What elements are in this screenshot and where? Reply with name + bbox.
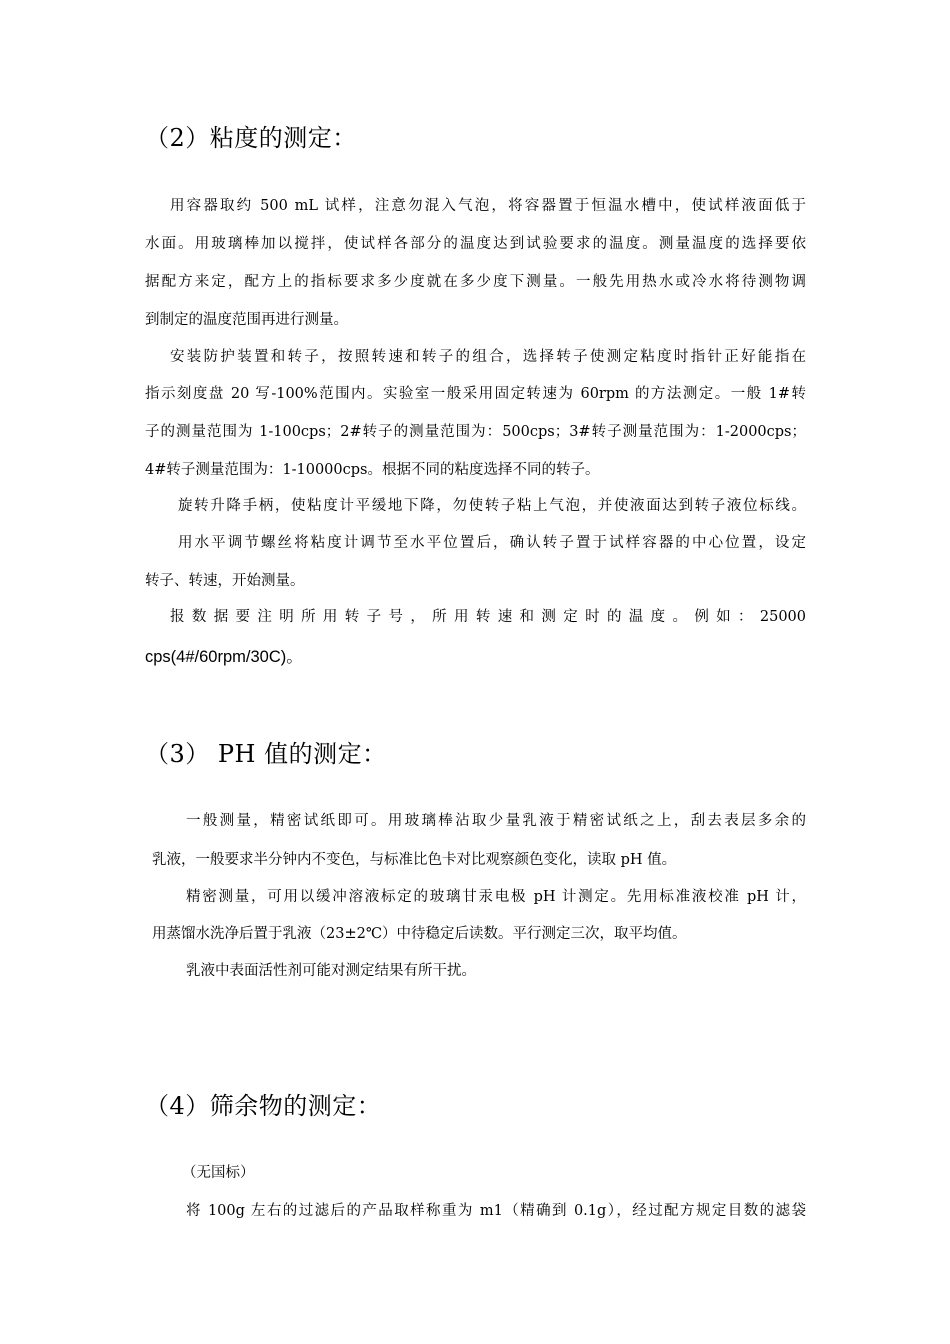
paragraph-line: 用蒸馏水洗净后置于乳液（23±2℃）中待稳定后读数。平行测定三次，取平均值。 bbox=[152, 926, 687, 942]
section-4-heading: （4）筛余物的测定： bbox=[145, 1092, 382, 1120]
paragraph-line: cps(4#/60rpm/30C)。 bbox=[145, 648, 303, 666]
paragraph-line: （无国标） bbox=[182, 1165, 255, 1181]
paragraph-line: 4#转子测量范围为：1-10000cps。根据不同的粘度选择不同的转子。 bbox=[145, 462, 600, 478]
paragraph-line: 用水平调节螺丝将粘度计调节至水平位置后，确认转子置于试样容器的中心位置，设定 bbox=[178, 535, 806, 551]
section-2-heading: （2）粘度的测定： bbox=[145, 124, 357, 152]
paragraph-line: 据配方来定，配方上的指标要求多少度就在多少度下测量。一般先用热水或冷水将待测物调 bbox=[145, 274, 806, 290]
paragraph-line: 指示刻度盘 20 写-100%范围内。实验室一般采用固定转速为 60rpm 的方法测定。一般 1#转 bbox=[145, 386, 806, 402]
paragraph-line: 子的测量范围为 1-100cps；2#转子的测量范围为：500cps；3#转子测量范围为：1-2000cps； bbox=[145, 424, 806, 440]
paragraph-line: 精密测量，可用以缓冲溶液标定的玻璃甘汞电极 pH 计测定。先用标准液校准 pH 计， bbox=[186, 889, 806, 905]
paragraph-line: 将 100g 左右的过滤后的产品取样称重为 m1（精确到 0.1g），经过配方规定目数的滤袋 bbox=[186, 1203, 806, 1219]
paragraph-line: 乳液，一般要求半分钟内不变色，与标准比色卡对比观察颜色变化，读取 pH 值。 bbox=[152, 852, 677, 868]
paragraph-line: 旋转升降手柄，使粘度计平缓地下降，勿使转子粘上气泡，并使液面达到转子液位标线。 bbox=[178, 498, 806, 514]
paragraph-line: 转子、转速，开始测量。 bbox=[145, 573, 305, 589]
section-3-heading: （3） PH 值的测定： bbox=[145, 740, 387, 768]
paragraph-line: 到制定的温度范围再进行测量。 bbox=[145, 312, 348, 328]
paragraph-line: 安装防护装置和转子，按照转速和转子的组合，选择转子使测定粘度时指针正好能指在 bbox=[170, 349, 806, 365]
paragraph-line: 一般测量，精密试纸即可。用玻璃棒沾取少量乳液于精密试纸之上，刮去表层多余的 bbox=[186, 813, 806, 829]
paragraph-line: 用容器取约 500 mL 试样，注意勿混入气泡，将容器置于恒温水槽中，使试样液面低于 bbox=[170, 198, 806, 214]
paragraph-line: 乳液中表面活性剂可能对测定结果有所干扰。 bbox=[186, 963, 476, 979]
paragraph-line: 报数据要注明所用转子号，所用转速和测定时的温度。例如：25000 bbox=[170, 609, 806, 625]
paragraph-line: 水面。用玻璃棒加以搅拌，使试样各部分的温度达到试验要求的温度。测量温度的选择要依 bbox=[145, 236, 806, 252]
